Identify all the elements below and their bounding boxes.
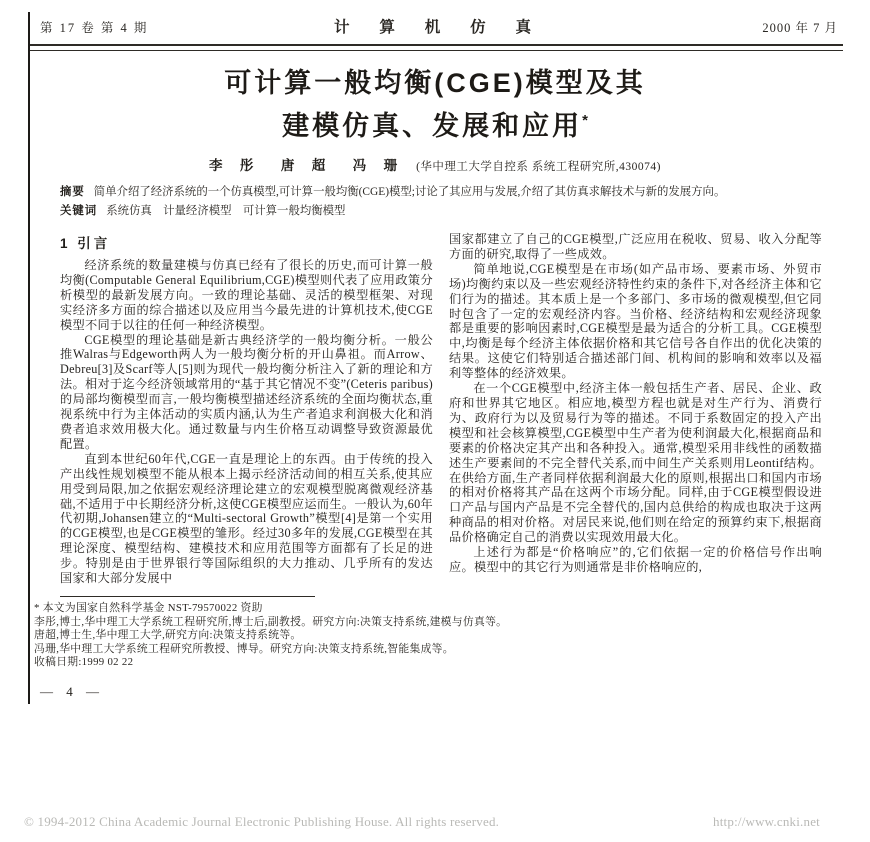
body-paragraph: 上述行为都是“价格响应”的,它们依据一定的价格信号作出响应。模型中的其它行为则通常是非价格响应的, xyxy=(449,545,822,574)
footnote-funding: * 本文为国家自然科学基金 NST-79570022 资助 xyxy=(34,601,263,614)
section-heading: 1 引言 xyxy=(60,236,111,251)
header-divider xyxy=(30,44,843,51)
page-number: — 4 — xyxy=(40,683,104,699)
body-paragraph: 国家都建立了自己的CGE模型,广泛应用在税收、贸易、收入分配等方面的研究,取得了一些成效。 xyxy=(449,232,822,261)
issue-date: 2000 年 7 月 xyxy=(762,21,838,35)
cnki-footer xyxy=(24,814,820,830)
abstract-text: 简单介绍了经济系统的一个仿真模型,可计算一般均衡(CGE)模型;讨论了其应用与发展,介绍了其仿真求解技术与新的发展方向。 xyxy=(93,186,726,198)
copyright-notice: © 1994-2012 China Academic Journal Electronic Publishing House. All rights reserved. xyxy=(24,814,500,829)
footnote-author-bio: 唐超,博士生,华中理工大学,研究方向:决策支持系统等。 xyxy=(34,629,302,642)
paper-title-line1: 可计算一般均衡(CGE)模型及其 xyxy=(224,68,646,98)
author-line xyxy=(0,154,870,175)
keywords-text: 系统仿真 计量经济模型 可计算一般均衡模型 xyxy=(106,205,346,217)
left-column xyxy=(60,232,433,586)
abstract-label: 摘要 xyxy=(60,186,85,198)
journal-name: 计 算 机 仿 真 xyxy=(333,19,544,36)
body-paragraph: CGE模型的理论基础是新古典经济学的一般均衡分析。一般公推Walras与Edgeworth两人为一般均衡分析的开山鼻祖。而Arrow、Debreu[3]及Scarf等人[5]则为现代一般均衡分析注入了新的理论和方法。相对于迄今经济领域常用的“基于其它情况不变”(Ceteris paribus)的局部均衡模型而言,一般均衡模型描述经济系统的全面均衡状态,重视系统中行为主体活动的实质内涵,认为生产者追求利润极大化和消费者追求效用极大化。通过数量与内生价格互动调整导致资源最优配置。 xyxy=(60,332,433,451)
author-affiliation: (华中理工大学自控系 系统工程研究所,430074) xyxy=(416,161,662,173)
footnote-author-bio: 冯珊,华中理工大学系统工程研究所教授、博导。研究方向:决策支持系统,智能集成等。 xyxy=(34,642,454,655)
title-footnote-mark: * xyxy=(582,112,588,129)
footnote-divider xyxy=(60,596,315,597)
keywords-label: 关键词 xyxy=(60,205,98,217)
body-columns xyxy=(60,232,822,586)
body-paragraph: 在一个CGE模型中,经济主体一般包括生产者、居民、企业、政府和世界其它地区。相应地,模型方程也就是对生产行为、消费行为、政府行为以及贸易行为等的描述。不同于系数固定的投入产出模型和社会核算模型,CGE模型中生产者为使利润最大化,根据商品和要素的价格决定其产出和各种投入。通常,模型采用非线性的函数描述生产要素间的不完全替代关系,而中间生产关系则用Leontif结构。在供给方面,生产者同样依据利润最大化的原则,根据出口和国内市场的相对价格将其产品在这两个市场分配。同样,由于CGE模型假设进口产品与国内产品是不完全替代的,国内总供给的构成也取决于这两种商品的相对价格。对居民来说,他们则在给定的预算约束下,根据商品价格确定自己的消费以实现效用最大化。 xyxy=(449,381,822,545)
body-paragraph: 经济系统的数量建模与仿真已经有了很长的历史,而可计算一般均衡(Computable General Equilibrium,CGE)模型则代表了应用政策分析模型的最新发展方向。一致的理论基础、灵活的模型框架、对现实经济多方面的综合描述以及应用当今最先进的计算机技术,使CGE模型不同于以往的任何一种经济模型。 xyxy=(60,258,433,332)
footnote-author-bio: 李彤,博士,华中理工大学系统工程研究所,博士后,副教授。研究方向:决策支持系统,建模与仿真等。 xyxy=(34,615,508,628)
cnki-link[interactable]: http://www.cnki.net xyxy=(713,814,820,829)
paper-title-line2: 建模仿真、发展和应用* xyxy=(282,111,588,141)
body-paragraph: 直到本世纪60年代,CGE一直是理论上的东西。由于传统的投入产出线性规划模型不能从根本上揭示经济活动间的相互关系,使其应用受到局限,加之依据宏观经济理论建立的宏观模型脱离微观经济基础,不适用于中长期经济分析,这使CGE模型应运而生。一般认为,60年代初期,Johansen建立的“Multi-sectoral Growth”模型[4]是第一个实用的CGE模型,也是CGE模型的雏形。经过30多年的发展,CGE模型在其理论深度、模型结构、建模技术和应用范围等方面都有了长足的进步。特别是由于世界银行等国际组织的大力推动、几乎所有的发达国家和大部分发展中 xyxy=(60,451,433,586)
paper-title xyxy=(0,64,870,145)
footnote-block xyxy=(34,602,534,670)
volume-issue: 第 17 卷 第 4 期 xyxy=(40,21,149,35)
right-column xyxy=(449,232,822,586)
body-paragraph: 简单地说,CGE模型是在市场(如产品市场、要素市场、外贸市场)均衡约束以及一些宏观经济特性约束的条件下,对各经济主体和它们行为的描述。其本质上是一个多部门、多市场的微观模型,但它同时包含了一定的宏观经济内容。当价格、经济结构和宏观经济现象都是重要的影响因素时,CGE模型是最为适合的分析工具。CGE模型中,均衡是每个经济主体依据价格和其它信号各自作出的优化决策的结果。这使它们特别适合描述部门间、机构间的影响和效率以及福利等整体的经济效果。 xyxy=(449,261,822,381)
keywords xyxy=(60,204,814,219)
abstract xyxy=(60,185,814,200)
journal-header xyxy=(40,0,838,37)
author-names: 李 彤 唐 超 冯 珊 xyxy=(208,158,405,173)
footnote-received-date: 收稿日期:1999 02 22 xyxy=(34,656,134,669)
scan-edge-artifact xyxy=(28,12,30,704)
